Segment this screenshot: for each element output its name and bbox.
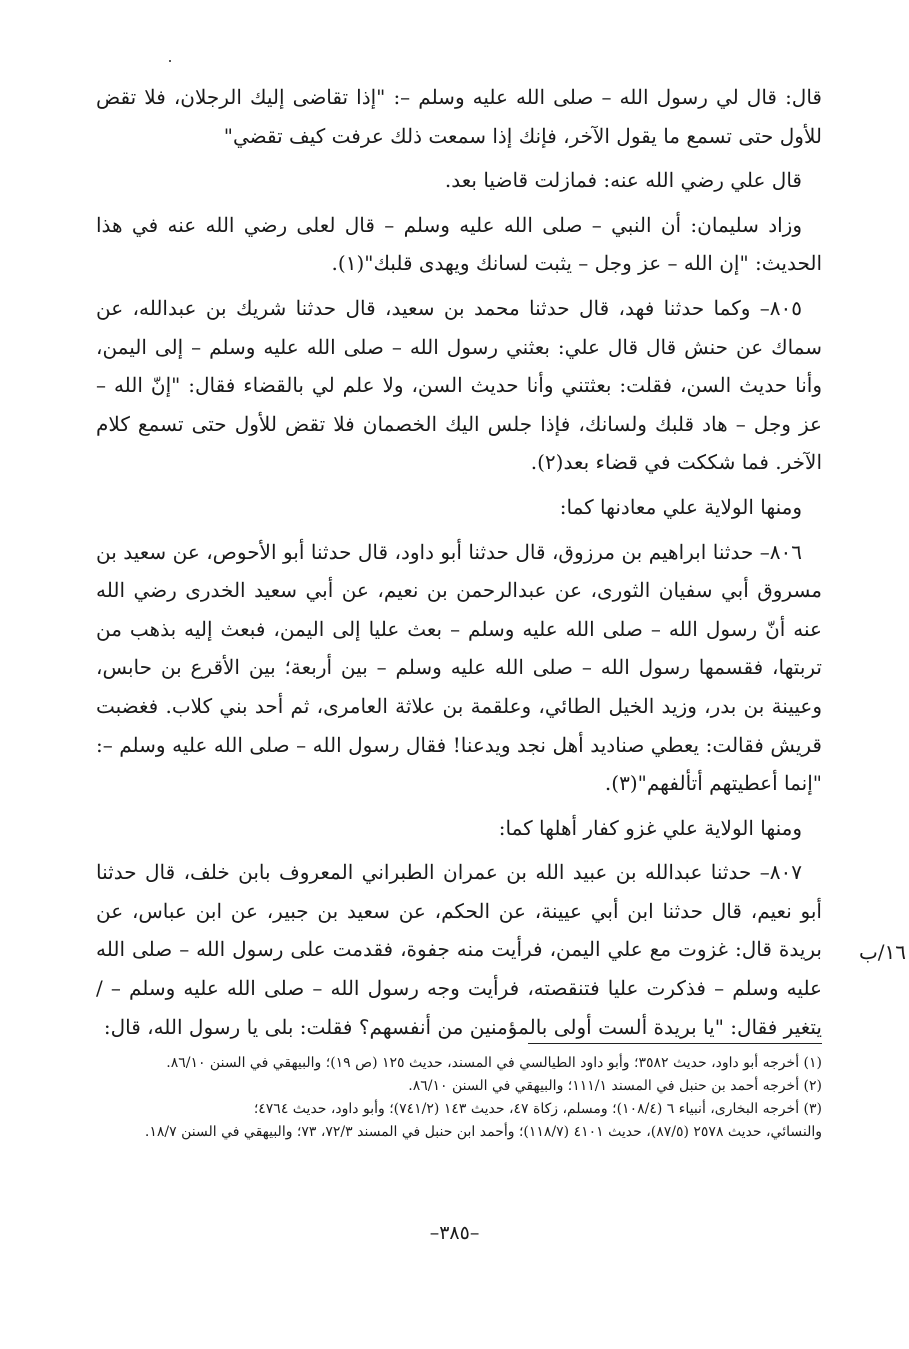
section-heading-raids: ومنها الولاية علي غزو كفار أهلها كما: [498, 815, 802, 840]
footnote-3: (٣) أخرجه البخارى، أنبياء ٦ (١٠٨/٤)؛ ومسلم، زكاة ٤٧، حديث ١٤٣ (٧٤١/٢)؛ وأبو داود، حديث ٤٧٦٤؛ [253, 1101, 822, 1117]
paragraph-hadith-807: ٨٠٧– حدثنا عبدالله بن عبيد الله بن عمران الطبراني المعروف بابن خلف، قال حدثنا أبو نعيم، قال حدثنا ابن أبي عيينة، عن الحكم، عن سعيد بن جبير، عن ابن عباس، عن بريدة قال: غزوت مع علي اليمن، فرأيت منه جفوة، فقدمت على رسول الله – صلى الله عليه وسلم – فذكرت عليا فتنقصته، فرأيت وجه رسول الله – صلى الله عليه وسلم – / يتغير فقال: "يا بريدة ألست أولى بالمؤمنين من أنفسهم؟ فقلت: بلى يا رسول الله، قال: [96, 860, 822, 1039]
footnote-1: (١) أخرجه أبو داود، حديث ٣٥٨٢؛ وأبو داود الطيالسي في المسند، حديث ١٢٥ (ص ١٩)؛ والبيهقي في السنن ٨٦/١٠. [166, 1055, 822, 1071]
paragraph-ali-statement: قال علي رضي الله عنه: فمازلت قاضيا بعد. [444, 168, 802, 193]
footnotes [96, 1052, 822, 1144]
footnote-2: (٢) أخرجه أحمد بن حنبل في المسند ١١١/١؛ والبيهقي في السنن ٨٦/١٠. [408, 1078, 822, 1094]
footnote-divider [528, 1043, 822, 1044]
page-number: –٣٨٥– [429, 1222, 480, 1244]
footnote-3-continued: والنسائي، حديث ٢٥٧٨ (٨٧/٥)، حديث ٤١٠١ (١١٨/٧)؛ وأحمد ابن حنبل في المسند ٧٢/٣، ٧٣؛ والبيهقي في السنن ١٨/٧. [144, 1124, 822, 1140]
paragraph-sulayman-addition: وزاد سليمان: أن النبي – صلى الله عليه وسلم – قال لعلى رضي الله عنه في هذا الحديث: "إن الله – عز وجل – يثبت لسانك ويهدى قلبك"(١). [96, 212, 822, 276]
main-text [96, 78, 822, 1046]
paragraph-hadith-804-end: قال: قال لي رسول الله – صلى الله عليه وسلم –: "إذا تقاضى إليك الرجلان، فلا تقض للأول حتى تسمع ما يقول الآخر، فإنك إذا سمعت ذلك عرفت كيف تقضي" [96, 85, 822, 148]
section-heading-mines: ومنها الولاية علي معادنها كما: [559, 494, 802, 519]
margin-folio-note: ١٦/ب [858, 940, 906, 964]
paragraph-hadith-806: ٨٠٦– حدثنا ابراهيم بن مرزوق، قال حدثنا أبو داود، قال حدثنا أبو الأحوص، عن سعيد بن مسروق أبي سفيان الثورى، عن عبدالرحمن بن نعيم، عن أبي سعيد الخدرى رضي الله عنه أنّ رسول الله – صلى الله عليه وسلم – بعث عليا إلى اليمن، فبعث إليه بذهب من تربتها، فقسمها رسول الله – صلى الله عليه وسلم – بين أربعة؛ بين الأقرع بن حابس، وعيينة بن بدر، وزيد الخيل الطائي، وعلقمة بن علاثة العامرى، ثم أحد بني كلاب. فغضبت قريش فقالت: يعطي صناديد أهل نجد ويدعنا! فقال رسول الله – صلى الله عليه وسلم –: "إنما أعطيتهم أتألفهم"(٣). [96, 539, 823, 796]
scan-speck [169, 60, 171, 62]
paragraph-hadith-805: ٨٠٥– وكما حدثنا فهد، قال حدثنا محمد بن سعيد، قال حدثنا شريك بن عبدالله، عن سماك عن حنش قال قال علي: بعثني رسول الله – صلى الله عليه وسلم – إلى اليمن، وأنا حديث السن، فقلت: بعثتني وأنا حديث السن، ولا علم لي بالقضاء فقال: "إنّ الله – عز وجل – هاد قلبك ولسانك، فإذا جلس اليك الخصمان فلا تقض للأول حتى تسمع كلام الآخر. فما شككت في قضاء بعد(٢). [96, 295, 822, 475]
